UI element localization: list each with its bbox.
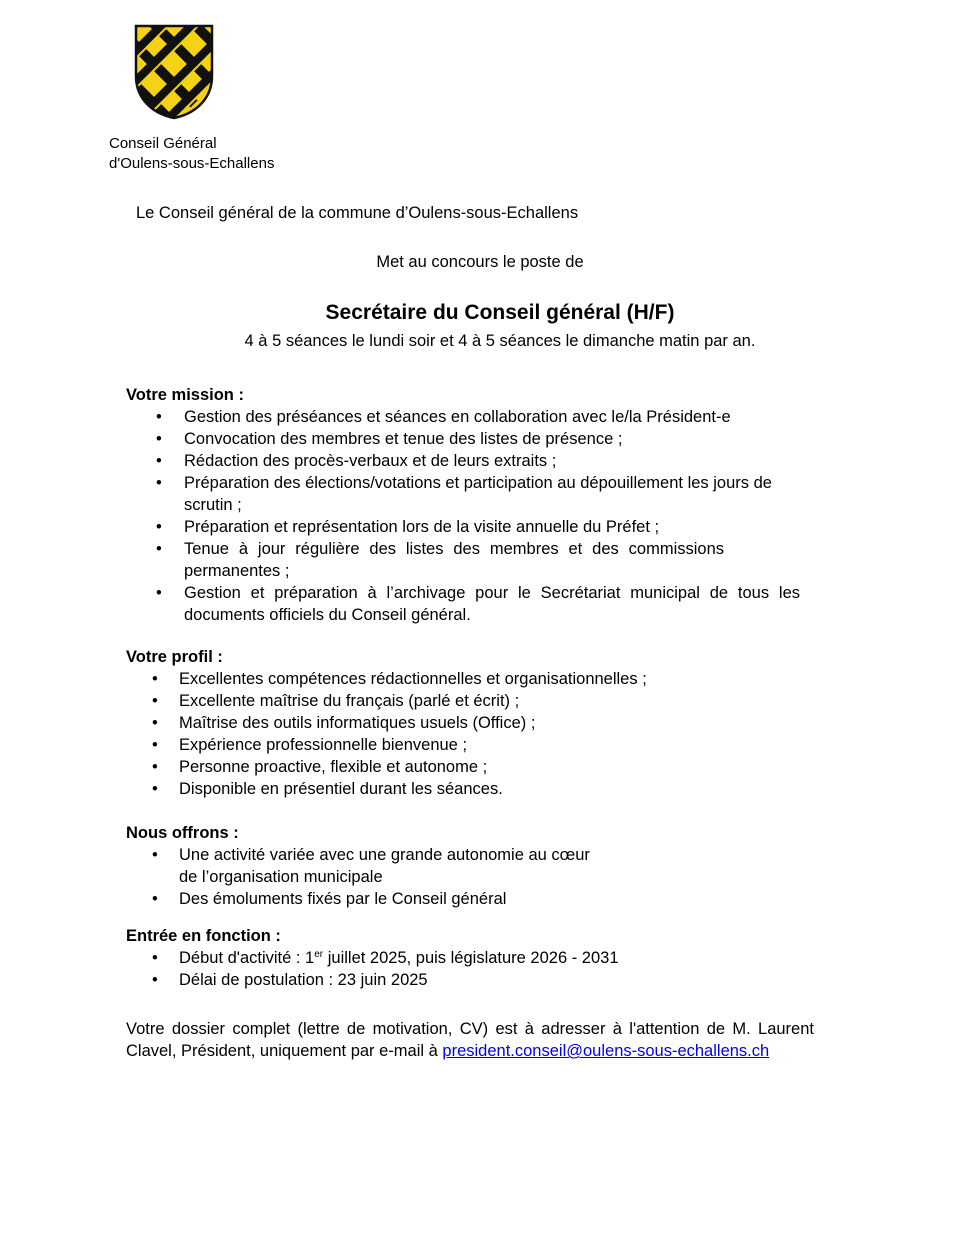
- list-item: • Gestion et préparation à l’archivage pour le Secrétariat municipal de tous les documents officiels du Conseil général.: [126, 582, 800, 626]
- list-item: • Excellentes compétences rédactionnelles et organisationnelles ;: [126, 668, 826, 690]
- list-item: • Préparation et représentation lors de la visite annuelle du Préfet ;: [126, 516, 806, 538]
- list-item: • Préparation des élections/votations et participation au dépouillement les jours de scrutin ;: [126, 472, 806, 516]
- list-item: • Excellente maîtrise du français (parlé et écrit) ;: [126, 690, 826, 712]
- offrons-list: [126, 844, 826, 910]
- entree-section: [126, 925, 826, 991]
- job-title: Secrétaire du Conseil général (H/F): [325, 301, 675, 324]
- offrons-section: [126, 822, 826, 910]
- list-item: • Maîtrise des outils informatiques usuels (Office) ;: [126, 712, 826, 734]
- intro-line: Le Conseil général de la commune d’Oulens-sous-Echallens: [136, 204, 579, 222]
- start-date-prefix: Début d'activité : 1: [179, 949, 315, 967]
- list-item: • Délai de postulation : 23 juin 2025: [126, 969, 826, 991]
- list-item: • Une activité variée avec une grande autonomie au cœur de l’organisation municipale: [126, 844, 609, 888]
- profil-heading: Votre profil :: [126, 648, 223, 666]
- org-line-1: Conseil Général: [109, 135, 217, 152]
- mission-list: [126, 406, 806, 626]
- profil-list: [126, 668, 826, 800]
- ordinal-suffix: er: [314, 949, 324, 960]
- list-item: • Disponible en présentiel durant les séances.: [126, 778, 826, 800]
- list-item: • Personne proactive, flexible et autonome ;: [126, 756, 826, 778]
- organization-name: [109, 134, 274, 174]
- commune-crest-icon: [134, 24, 214, 120]
- profil-section: [126, 646, 826, 800]
- entree-list: [126, 947, 826, 991]
- org-line-2: d'Oulens-sous-Echallens: [109, 155, 275, 172]
- email-link[interactable]: president.conseil@oulens-sous-echallens.ch: [442, 1042, 770, 1060]
- start-date-suffix: juillet 2025, puis législature 2026 - 2031: [323, 949, 619, 967]
- list-item: • Des émoluments fixés par le Conseil général: [126, 888, 826, 910]
- job-schedule: 4 à 5 séances le lundi soir et 4 à 5 séances le dimanche matin par an.: [244, 332, 756, 350]
- concours-line: Met au concours le poste de: [376, 253, 584, 271]
- offrons-heading: Nous offrons :: [126, 824, 239, 842]
- application-text: Votre dossier complet (lettre de motivation, CV) est à adresser à l'attention de M. Laurent Clavel, Président, uniquement par e-mail à: [126, 1020, 814, 1060]
- list-item: • Rédaction des procès-verbaux et de leurs extraits ;: [126, 450, 806, 472]
- list-item: • Convocation des membres et tenue des listes de présence ;: [126, 428, 806, 450]
- list-item: • Tenue à jour régulière des listes des membres et des commissions permanentes ;: [126, 538, 724, 582]
- entree-heading: Entrée en fonction :: [126, 927, 281, 945]
- application-instructions: [126, 1018, 814, 1062]
- list-item: • Expérience professionnelle bienvenue ;: [126, 734, 826, 756]
- mission-heading: Votre mission :: [126, 386, 244, 404]
- list-item: • Gestion des préséances et séances en collaboration avec le/la Président-e: [126, 406, 806, 428]
- mission-section: [126, 384, 826, 626]
- list-item: [126, 947, 826, 969]
